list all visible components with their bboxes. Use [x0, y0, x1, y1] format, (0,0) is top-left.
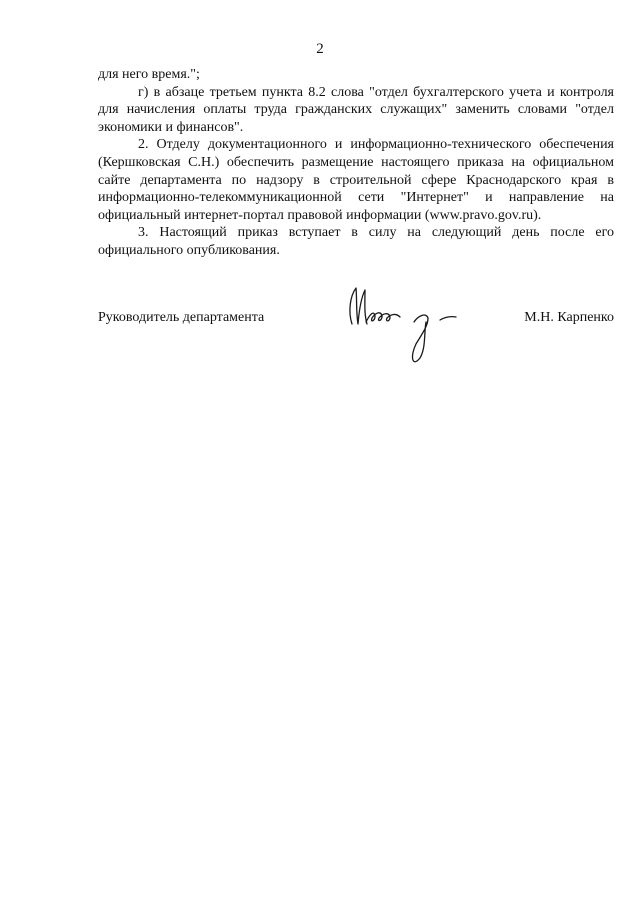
page-number: 2 — [316, 41, 324, 57]
handwritten-signature — [344, 282, 474, 372]
signature-block — [98, 290, 614, 380]
paragraph-continuation: для него время."; — [98, 67, 200, 82]
document-body — [98, 66, 614, 260]
paragraph-item-g: г) в абзаце третьем пункта 8.2 слова "отдел бухгалтерского учета и контроля для начисления оплаты труда гражданских служащих" заменить словами "отдел экономики и финансов". — [98, 84, 614, 135]
paragraph-item-3: 3. Настоящий приказ вступает в силу на следующий день после его официального опубликования. — [98, 225, 614, 258]
paragraph-item-2: 2. Отделу документационного и информационно-технического обеспечения (Кершковская С.Н.) обеспечить размещение настоящего приказа на официальном сайте департамента по надзору в строительной сфере Краснодарского края в информационно-телекоммуникационной сети "Интернет" и направление на официальный интернет-портал правовой информации (www.pravo.gov.ru). — [98, 137, 614, 223]
signer-name: М.Н. Карпенко — [524, 310, 614, 325]
signer-title: Руководитель департамента — [98, 310, 265, 325]
